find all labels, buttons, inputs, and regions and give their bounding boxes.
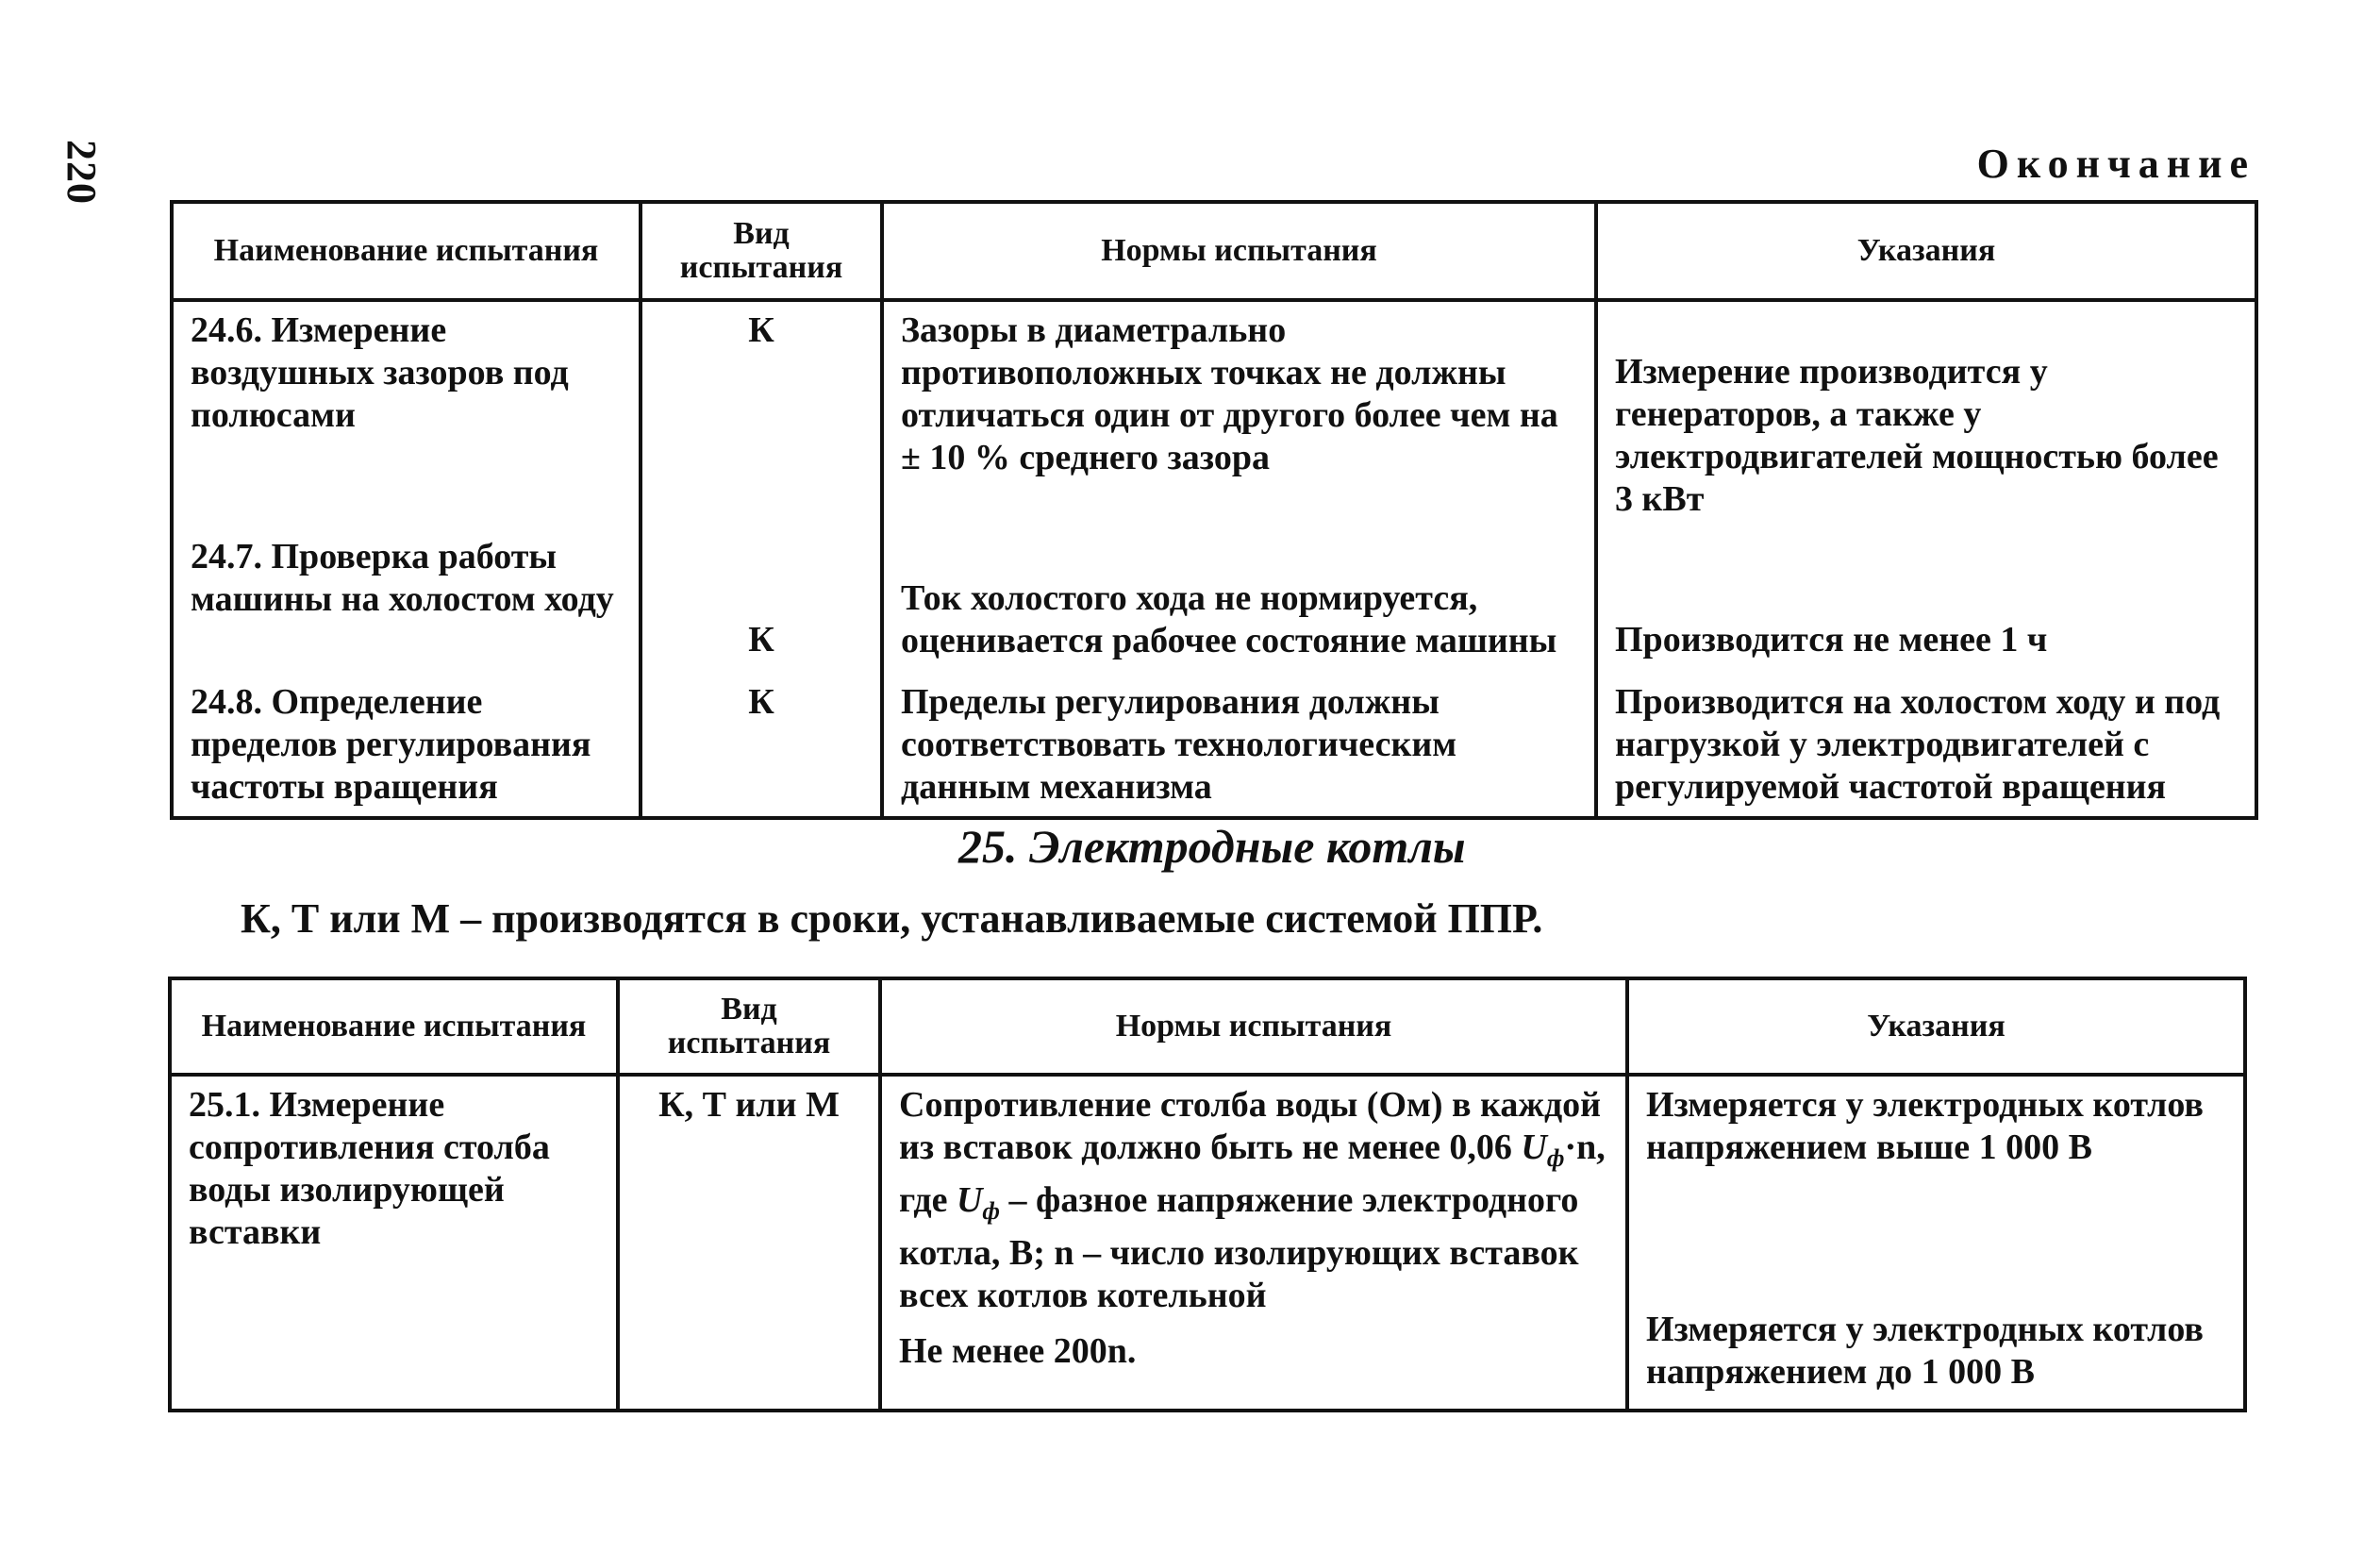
row-type: К bbox=[748, 682, 774, 722]
table-row bbox=[172, 300, 2256, 528]
row-norms: Ток холостого хода не нормируется, оценивается рабочее состояние машины bbox=[901, 578, 1557, 660]
table-boiler-tests bbox=[168, 977, 2247, 1412]
row-name: 25.1. Измерение сопротивления столба воды изолирующей вставки bbox=[170, 1075, 618, 1411]
row-type-cell bbox=[641, 300, 882, 528]
row-type: К bbox=[748, 310, 774, 350]
row-norms-cell bbox=[882, 300, 1596, 528]
row-norms-secondary: Не менее 200n. bbox=[899, 1331, 1137, 1371]
row-notes-cell bbox=[1596, 528, 2256, 674]
column-header-notes: Указания bbox=[1627, 978, 2245, 1075]
row-notes-primary: Измеряется у электродных котлов напряжением выше 1 000 В bbox=[1646, 1085, 2204, 1167]
page-number: 220 bbox=[58, 140, 105, 205]
row-type: К, Т или М bbox=[618, 1075, 880, 1411]
section-note: К, Т или М – производятся в сроки, устанавливаемые системой ППР. bbox=[241, 895, 1543, 942]
row-norms: Зазоры в диаметрально противоположных точках не должны отличаться один от другого более чем на ± 10 % среднего зазора bbox=[901, 310, 1558, 477]
table-row bbox=[172, 528, 2256, 674]
continuation-label: Окончание bbox=[1976, 141, 2255, 187]
row-norms-primary bbox=[899, 1084, 1608, 1317]
column-header-type: Вид испытания bbox=[618, 978, 880, 1075]
norms-text-2: ·n, где bbox=[899, 1127, 1606, 1220]
section-title: 25. Электродные котлы bbox=[958, 820, 1466, 873]
table-row bbox=[172, 674, 2256, 818]
row-type-cell bbox=[641, 528, 882, 674]
row-notes-cell bbox=[1627, 1075, 2245, 1411]
row-notes: Производится на холостом ходу и под нагрузкой у электродвигателей с регулируемой частотой вращения bbox=[1615, 682, 2221, 807]
row-norms: Пределы регулирования должны соответствовать технологическим данным механизма bbox=[901, 682, 1457, 807]
phase-voltage-symbol: $U_ф$ bbox=[1521, 1127, 1565, 1172]
norms-text-1: Сопротивление столба воды (Ом) в каждой из вставок должно быть не менее 0,06 bbox=[899, 1085, 1602, 1167]
row-notes: Производится не менее 1 ч bbox=[1615, 620, 2048, 660]
table-header-row bbox=[172, 202, 2256, 300]
row-notes: Измерение производится у генераторов, а также у электродвигателей мощностью более 3 кВт bbox=[1615, 352, 2219, 519]
row-notes-cell bbox=[1596, 674, 2256, 818]
row-norms-cell bbox=[882, 528, 1596, 674]
row-name: 24.6. Измерение воздушных зазоров под полюсами bbox=[191, 310, 569, 435]
row-name-cell bbox=[172, 528, 641, 674]
norms-text-3: – фазное напряжение электродного котла, В; n – число изолирующих вставок всех котлов котельной bbox=[899, 1180, 1579, 1315]
table-header-row bbox=[170, 978, 2245, 1075]
column-header-type: Вид испытания bbox=[641, 202, 882, 300]
column-header-name: Наименование испытания bbox=[170, 978, 618, 1075]
row-name: 24.8. Определение пределов регулирования частоты вращения bbox=[191, 682, 591, 807]
row-norms-cell bbox=[880, 1075, 1627, 1411]
table-motor-tests bbox=[170, 200, 2258, 820]
row-type: К bbox=[748, 620, 774, 660]
column-header-notes: Указания bbox=[1596, 202, 2256, 300]
column-header-norms: Нормы испытания bbox=[882, 202, 1596, 300]
column-header-norms: Нормы испытания bbox=[880, 978, 1627, 1075]
column-header-name: Наименование испытания bbox=[172, 202, 641, 300]
phase-voltage-symbol: $U_ф$ bbox=[956, 1180, 1001, 1225]
row-notes-cell bbox=[1596, 300, 2256, 528]
row-name-cell bbox=[172, 300, 641, 528]
table-row bbox=[170, 1075, 2245, 1411]
row-name-cell bbox=[172, 674, 641, 818]
row-name: 24.7. Проверка работы машины на холостом ходу bbox=[191, 537, 614, 619]
row-notes-secondary: Измеряется у электродных котлов напряжением до 1 000 В bbox=[1646, 1310, 2204, 1392]
row-norms-cell bbox=[882, 674, 1596, 818]
row-type-cell bbox=[641, 674, 882, 818]
